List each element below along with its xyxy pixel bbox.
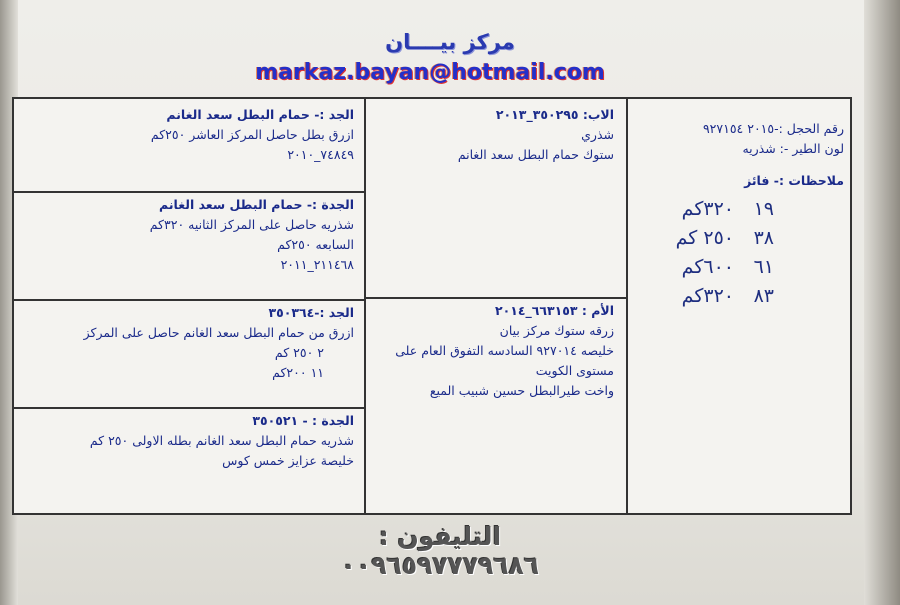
divider-bird-parents [626, 99, 628, 513]
mother-cell [374, 301, 614, 401]
mother-line: مستوى الكويت [535, 363, 614, 378]
maternal-grandfather-line: ٢ ٢٥٠ كم [274, 345, 324, 360]
bird-color: لون الطير -: شذريه [742, 141, 844, 156]
father-cell [374, 105, 614, 165]
paternal-grandmother-head: الجدة :- حمام البطل سعد الغانم [159, 197, 354, 212]
paternal-grandmother-cell [24, 195, 354, 275]
note-distance: ٣٢٠كم [681, 285, 734, 307]
divider-paternal-maternal [14, 299, 364, 301]
mother-line: واخت طيرالبطل حسين شبيب الميع [429, 383, 614, 398]
divider-gf2-gm2 [14, 407, 364, 409]
bird-info [629, 119, 844, 311]
notes-list [629, 195, 844, 311]
father-line: ستوك حمام البطل سعد الغانم [457, 147, 614, 162]
paternal-grandmother-line: شذريه حاصل على المركز الثانيه ٣٢٠كم [149, 217, 354, 232]
paternal-grandmother-line: السابعه ٢٥٠كم [277, 237, 354, 252]
phone-number[interactable]: التليفون : ٠٠٩٦٥٩٧٧٧٩٦٨٦ [340, 522, 540, 580]
maternal-grandmother-line: شذريه حمام البطل سعد الغانم بطله الاولى ٢٥٠ كم [89, 433, 354, 448]
maternal-grandmother-line: خليصة عزايز خمس كوس [222, 453, 354, 468]
divider-parents-grandparents [364, 99, 366, 513]
ring-number: رقم الحجل :-٢٠١٥ ٩٢٧١٥٤ [702, 121, 844, 136]
note-distance: ٣٢٠كم [681, 198, 734, 220]
note-row [629, 195, 844, 224]
note-row [629, 224, 844, 253]
maternal-grandmother-head: الجدة : - ٣٥٠٥٢١ [252, 413, 354, 428]
mother-line: خليصه ٩٢٧٠١٤ السادسه التفوق العام على [395, 343, 614, 358]
father-line: شذري [581, 127, 614, 142]
note-rank: ٨٣ [753, 285, 774, 307]
sheet-right-edge [864, 0, 900, 605]
note-row [629, 253, 844, 282]
paternal-grandfather-line: ٧٤٨٤٩_٢٠١٠ [287, 147, 354, 162]
paternal-grandmother-line: ٢١١٤٦٨_٢٠١١ [280, 257, 354, 272]
note-rank: ٦١ [753, 256, 774, 278]
paternal-grandfather-head: الجد :- حمام البطل سعد الغانم [166, 107, 354, 122]
maternal-grandfather-line: ١١ ٢٠٠كم [272, 365, 324, 380]
pedigree-table [12, 97, 852, 515]
note-row [629, 282, 844, 311]
note-distance: ٢٥٠ كم [675, 227, 734, 249]
divider-gf1-gm1 [14, 191, 364, 193]
notes-title: ملاحظات :- فائز [744, 173, 844, 188]
mother-head: الأم : ٦٦٣١٥٣_٢٠١٤ [494, 303, 614, 318]
maternal-grandfather-head: الجد :-٣٥٠٣٦٤ [268, 305, 354, 320]
father-head: الاب: ٣٥٠٢٩٥_٢٠١٣ [495, 107, 614, 122]
paternal-grandfather-cell [24, 105, 354, 165]
mother-line: زرقه ستوك مركز بيان [499, 323, 614, 338]
paternal-grandfather-line: ازرق بطل حاصل المركز العاشر ٢٥٠كم [150, 127, 354, 142]
email-address[interactable]: markaz.bayan@hotmail.com [255, 60, 605, 85]
center-title: مركز بيــــان [385, 30, 515, 54]
note-distance: ٦٠٠كم [681, 256, 734, 278]
maternal-grandmother-cell [24, 411, 354, 471]
divider-father-mother [366, 297, 626, 299]
maternal-grandfather-line: ازرق من حمام البطل سعد الغانم حاصل على المركز [83, 325, 354, 340]
note-rank: ٣٨ [753, 227, 774, 249]
maternal-grandfather-cell [24, 303, 354, 383]
note-rank: ١٩ [753, 198, 774, 220]
